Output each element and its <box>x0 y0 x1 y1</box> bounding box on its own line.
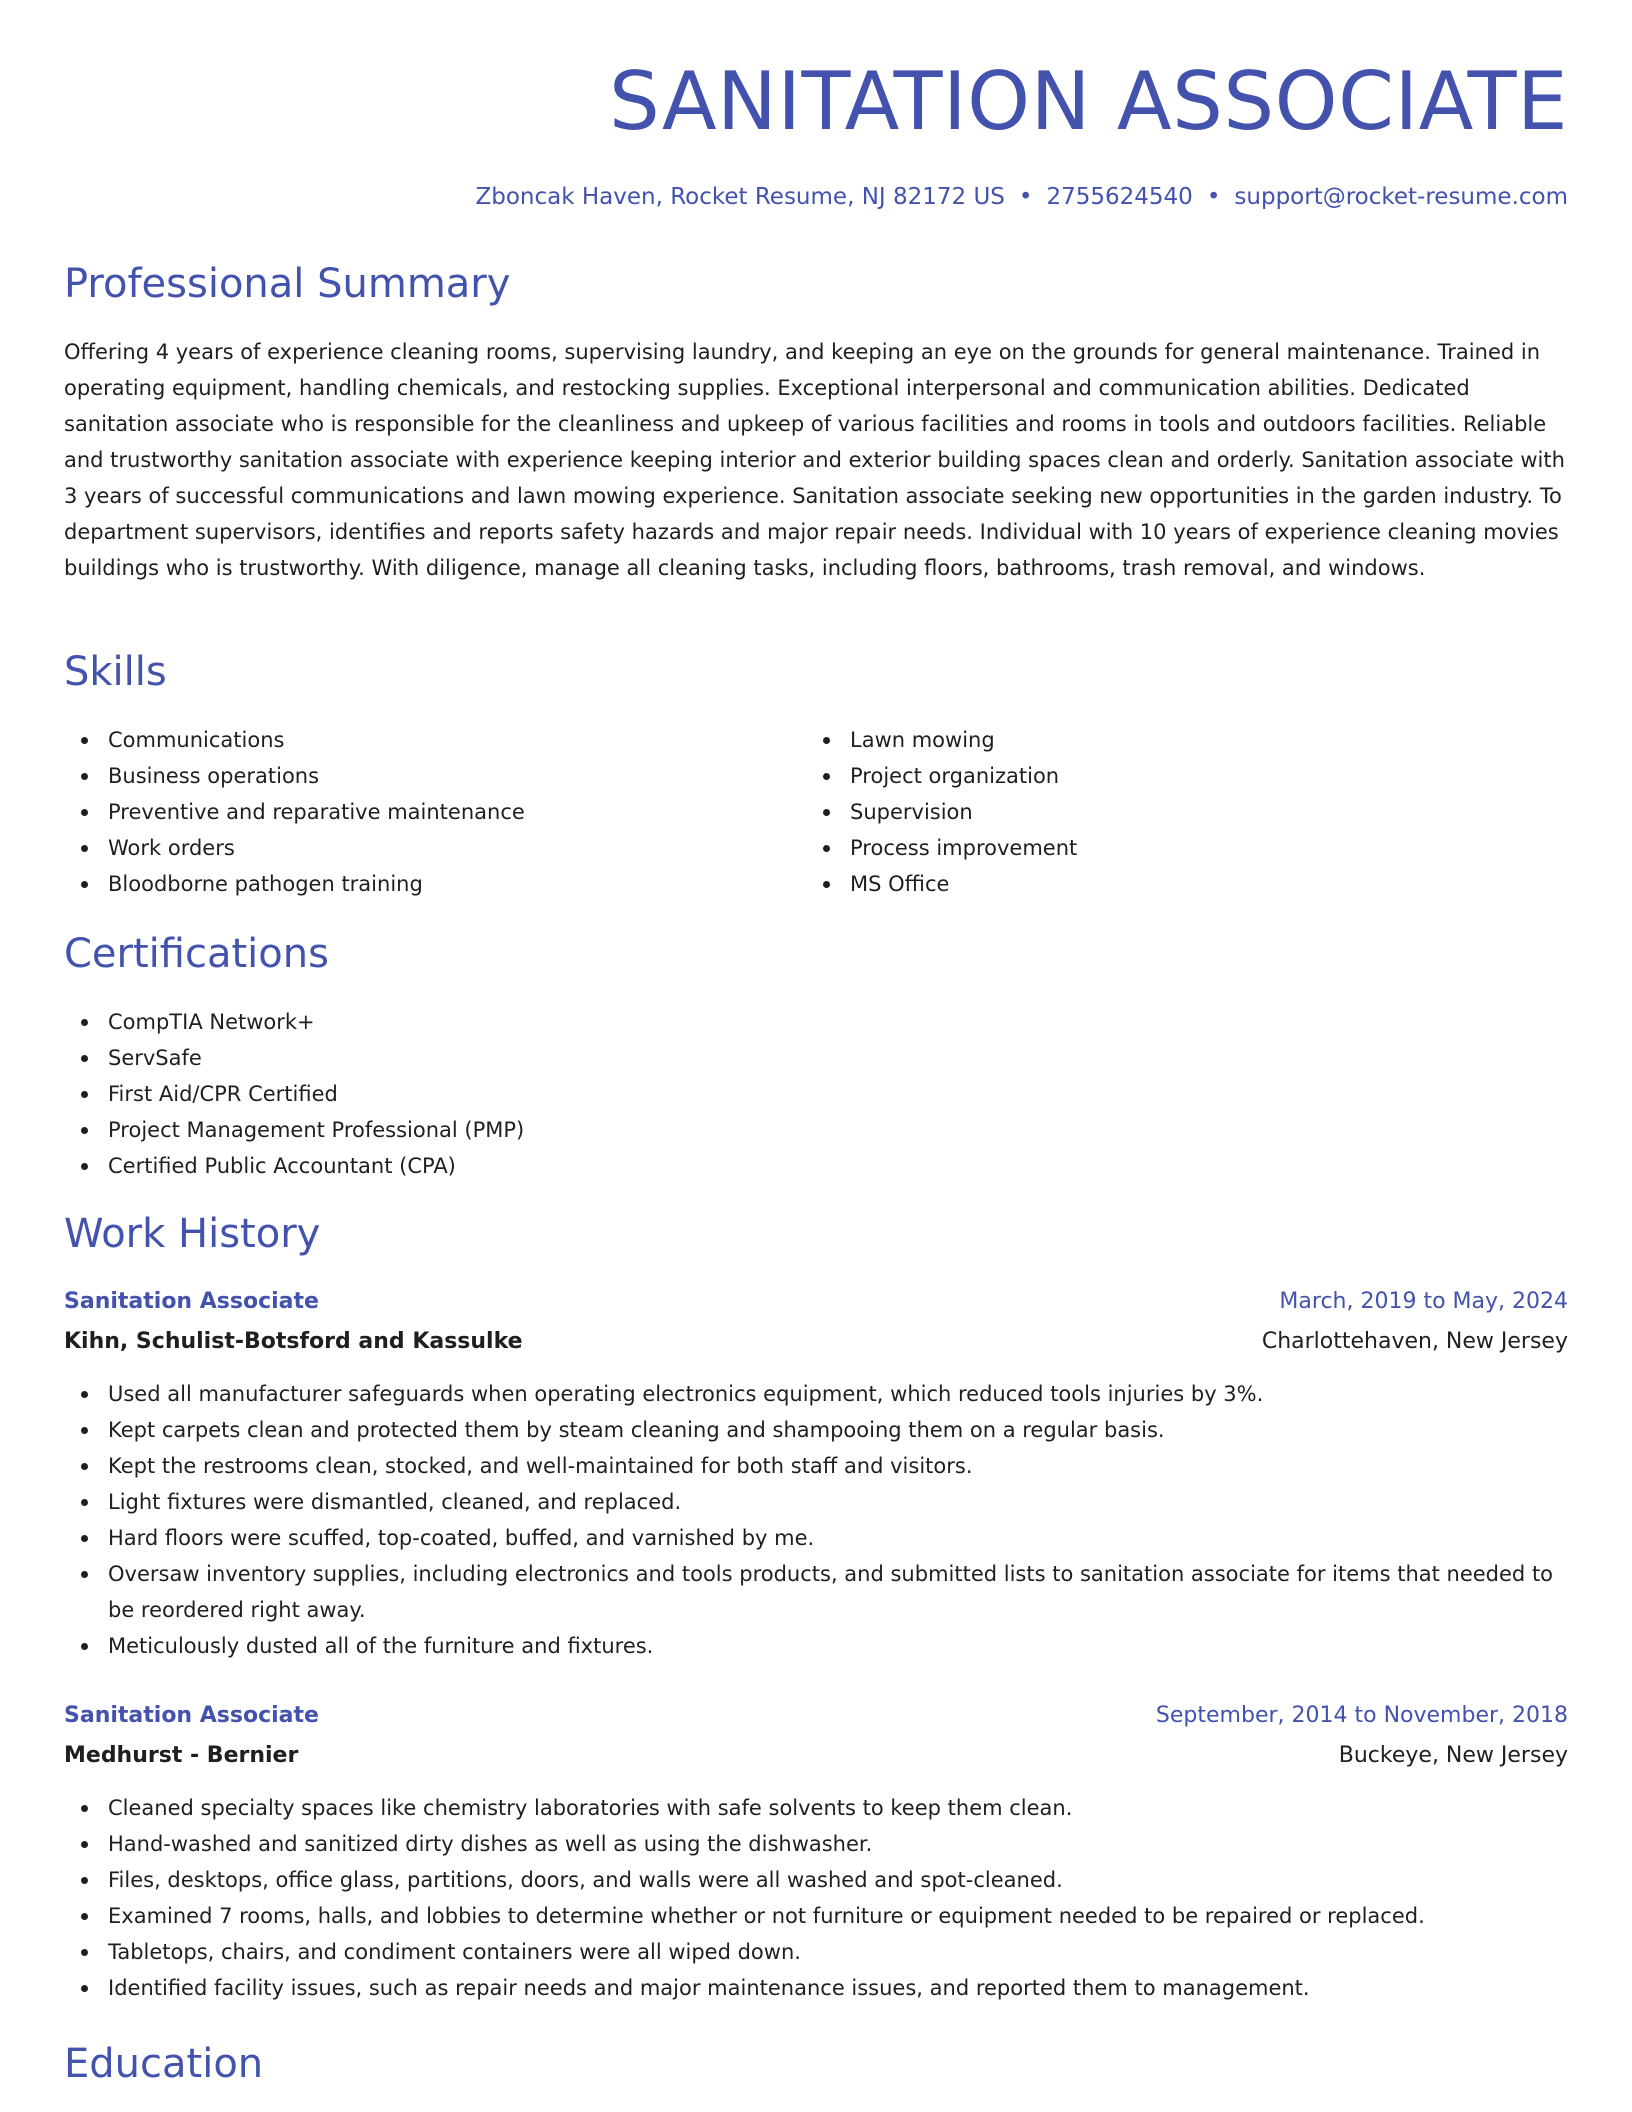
list-item: Supervision <box>806 794 1546 830</box>
summary-text: Offering 4 years of experience cleaning rooms, supervising laundry, and keeping an eye on the grounds for general maintenance. Trained in operating equipment, handling chemicals, and restocking supplies. Exceptional interpersonal and communication abilities. Dedicated sanitation associate who is responsible for the cleanliness and upkeep of various facilities and rooms in tools and outdoors facilities. Reliable and trustworthy sanitation associate with experience keeping interior and exterior building spaces clean and orderly. Sanitation associate with 3 years of successful communications and lawn mowing experience. Sanitation associate seeking new opportunities in the garden industry. To department supervisors, identifies and reports safety hazards and major repair needs. Individual with 10 years of experience cleaning movies buildings who is trustworthy. With diligence, manage all cleaning tasks, including floors, bathrooms, trash removal, and windows. <box>64 340 1565 580</box>
list-item: Project Management Professional (PMP) <box>64 1112 1568 1148</box>
job-location: Charlottehaven, New Jersey <box>1261 1329 1568 1354</box>
list-item: Work orders <box>64 830 804 866</box>
list-item: Cleaned specialty spaces like chemistry laboratories with safe solvents to keep them clean. <box>64 1790 1568 1826</box>
education-heading: Education <box>64 2041 264 2087</box>
list-item: Kept carpets clean and protected them by steam cleaning and shampooing them on a regular basis. <box>64 1412 1568 1448</box>
certifications-list <box>64 1004 1568 1184</box>
work-history-heading: Work History <box>64 1211 321 1257</box>
list-item: Examined 7 rooms, halls, and lobbies to determine whether or not furniture or equipment needed to be repaired or replaced. <box>64 1898 1568 1934</box>
list-item: CompTIA Network+ <box>64 1004 1568 1040</box>
job-employer-row <box>64 1324 1568 1360</box>
certifications-heading: Certifications <box>64 931 329 977</box>
list-item: Preventive and reparative maintenance <box>64 794 804 830</box>
contact-address: Zboncak Haven, Rocket Resume, NJ 82172 US <box>475 184 1005 210</box>
job-title: Sanitation Associate <box>64 1289 319 1314</box>
job-dates: March, 2019 to May, 2024 <box>1279 1289 1568 1314</box>
skills-list-left <box>64 722 804 902</box>
skills-heading: Skills <box>64 649 167 695</box>
job-header <box>64 1284 1568 1320</box>
contact-line <box>475 180 1568 214</box>
candidate-title: SANITATION ASSOCIATE <box>609 55 1568 148</box>
list-item: Hand-washed and sanitized dirty dishes as well as using the dishwasher. <box>64 1826 1568 1862</box>
skills-list-right <box>806 722 1546 902</box>
list-item: Lawn mowing <box>806 722 1546 758</box>
contact-separator: • <box>1018 184 1033 210</box>
list-item: Kept the restrooms clean, stocked, and well-maintained for both staff and visitors. <box>64 1448 1568 1484</box>
contact-email: support@rocket-resume.com <box>1234 184 1568 210</box>
summary-heading: Professional Summary <box>64 261 511 307</box>
job-bullets <box>64 1376 1568 1664</box>
list-item: Communications <box>64 722 804 758</box>
job-title: Sanitation Associate <box>64 1703 319 1728</box>
job-dates: September, 2014 to November, 2018 <box>1155 1703 1568 1728</box>
list-item: Certified Public Accountant (CPA) <box>64 1148 1568 1184</box>
list-item: Tabletops, chairs, and condiment containers were all wiped down. <box>64 1934 1568 1970</box>
list-item: Oversaw inventory supplies, including electronics and tools products, and submitted lists to sanitation associate for items that needed to be reordered right away. <box>64 1556 1568 1628</box>
list-item: Used all manufacturer safeguards when operating electronics equipment, which reduced tools injuries by 3%. <box>64 1376 1568 1412</box>
list-item: First Aid/CPR Certified <box>64 1076 1568 1112</box>
list-item: Process improvement <box>806 830 1546 866</box>
list-item: Bloodborne pathogen training <box>64 866 804 902</box>
job-employer: Medhurst - Bernier <box>64 1743 299 1768</box>
job-bullets <box>64 1790 1568 2006</box>
job-employer: Kihn, Schulist-Botsford and Kassulke <box>64 1329 523 1354</box>
list-item: MS Office <box>806 866 1546 902</box>
list-item: Business operations <box>64 758 804 794</box>
list-item: Light fixtures were dismantled, cleaned, and replaced. <box>64 1484 1568 1520</box>
list-item: Project organization <box>806 758 1546 794</box>
list-item: Meticulously dusted all of the furniture and fixtures. <box>64 1628 1568 1664</box>
job-header <box>64 1698 1568 1734</box>
job-location: Buckeye, New Jersey <box>1338 1743 1568 1768</box>
list-item: Hard floors were scuffed, top-coated, buffed, and varnished by me. <box>64 1520 1568 1556</box>
list-item: Identified facility issues, such as repair needs and major maintenance issues, and reported them to management. <box>64 1970 1568 2006</box>
contact-phone: 2755624540 <box>1046 184 1193 210</box>
list-item: Files, desktops, office glass, partitions, doors, and walls were all washed and spot-cleaned. <box>64 1862 1568 1898</box>
contact-separator: • <box>1206 184 1221 210</box>
list-item: ServSafe <box>64 1040 1568 1076</box>
job-employer-row <box>64 1738 1568 1774</box>
